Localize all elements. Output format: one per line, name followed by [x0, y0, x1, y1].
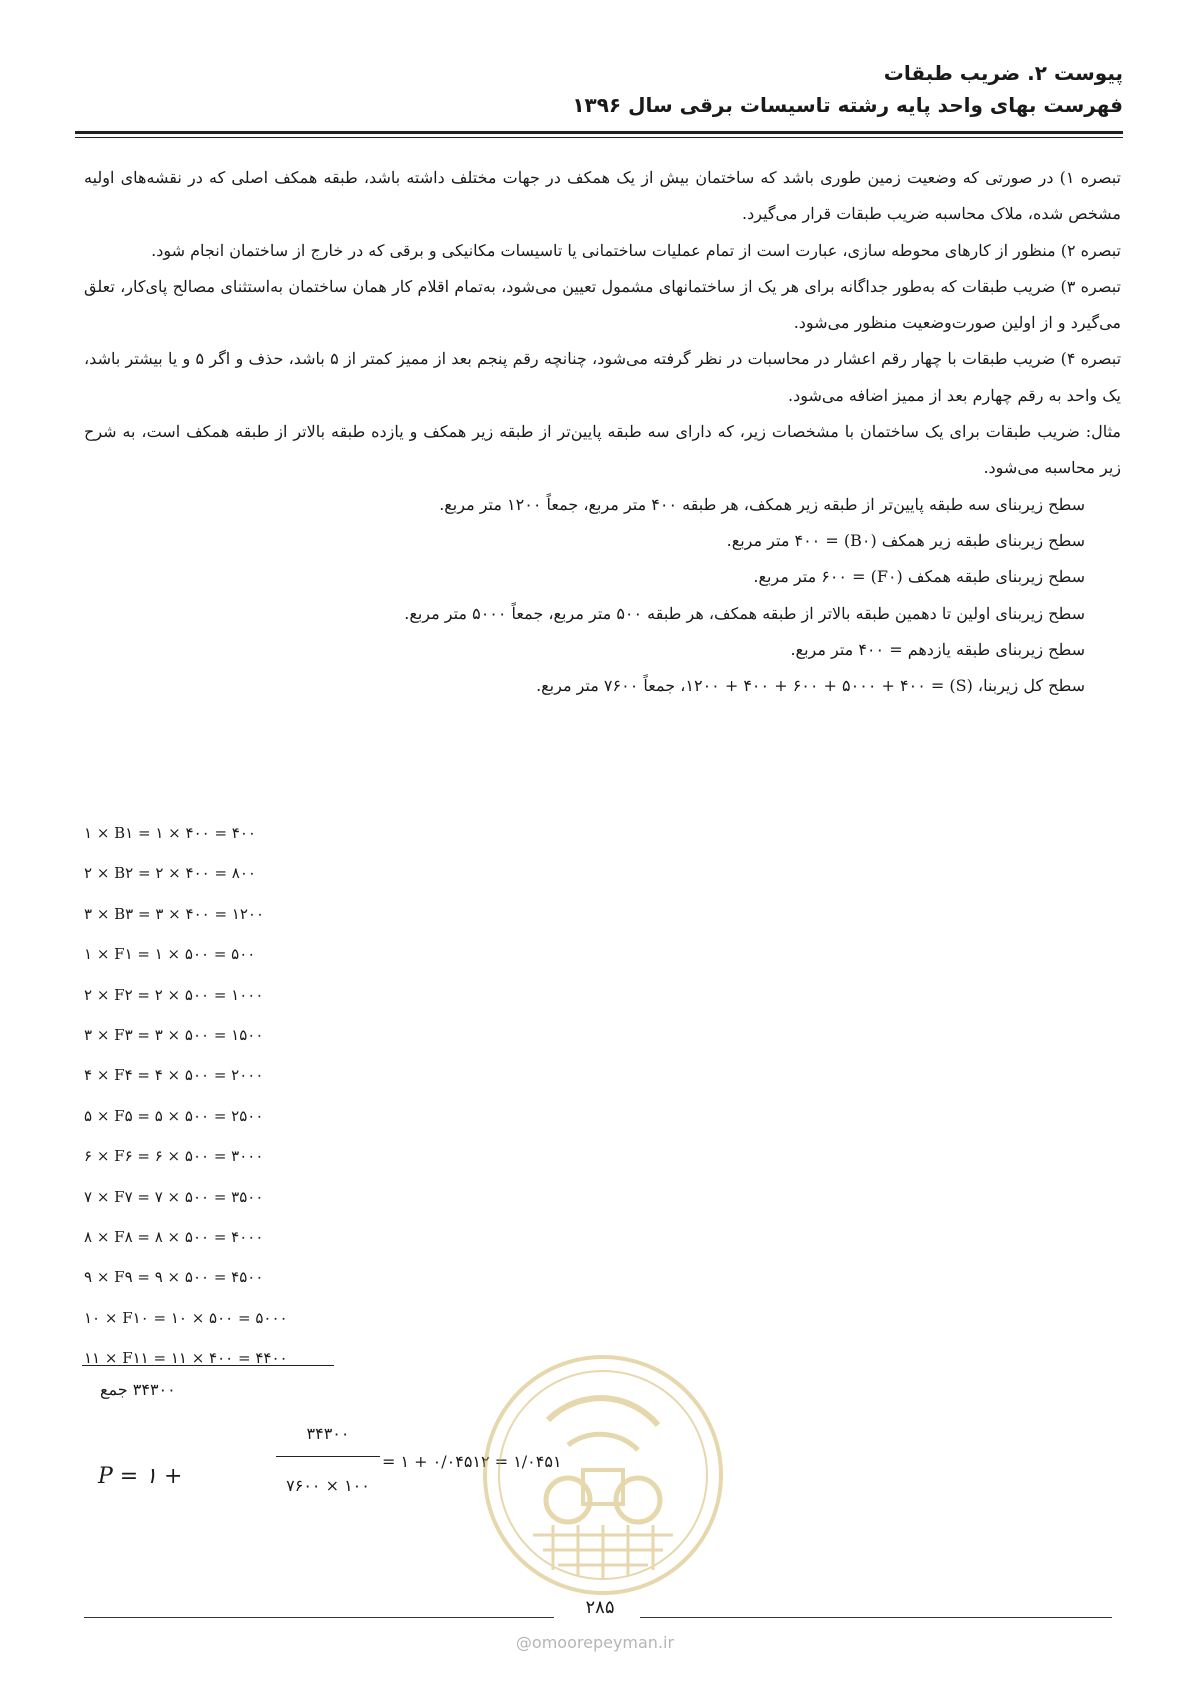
calc-row: ۱ × B۱ = ۱ × ۴۰۰ = ۴۰۰ [84, 824, 256, 842]
sum-divider [82, 1365, 334, 1366]
calc-row: ۹ × F۹ = ۹ × ۵۰۰ = ۴۵۰۰ [84, 1268, 264, 1287]
footer-rule-right [640, 1617, 1112, 1618]
formula-denominator: ۷۶۰۰ × ۱۰۰ [286, 1476, 370, 1495]
formula-result: = ۱ + ۰/۰۴۵۱۲ = ۱/۰۴۵۱ [382, 1452, 562, 1471]
header-rule-thin [75, 137, 1123, 138]
area-line: سطح زیربنای طبقه همکف (F۰) = ۶۰۰ متر مربع. [753, 567, 1085, 587]
header-rule-thick [75, 131, 1123, 134]
calc-row: ۱۰ × F۱۰ = ۱۰ × ۵۰۰ = ۵۰۰۰ [84, 1308, 288, 1327]
header-title: پیوست ۲. ضریب طبقات [883, 61, 1123, 85]
note-1: تبصره ۱) در صورتی که وضعیت زمین طوری باشد که ساختمان بیش از یک همکف در جهات مختلف داشته باشد، طبقه همکف اصلی که در نقشه‌های اولیه مشخص شده، ملاک محاسبه ضریب طبقات قرار می‌گیرد. [84, 168, 1122, 224]
calc-row: ۲ × B۲ = ۲ × ۴۰۰ = ۸۰۰ [84, 864, 256, 883]
area-line: سطح زیربنای سه طبقه پایین‌تر از طبقه زیر همکف، هر طبقه ۴۰۰ متر مربع، جمعاً ۱۲۰۰ متر مربع. [439, 494, 1085, 514]
calc-row: ۳ × B۳ = ۳ × ۴۰۰ = ۱۲۰۰ [84, 904, 265, 923]
site-watermark: @omoorepeyman.ir [515, 1633, 675, 1652]
fraction-bar [276, 1456, 380, 1457]
note-3: تبصره ۳) ضریب طبقات که به‌طور جداگانه برای هر یک از ساختمانهای مشمول تعیین می‌شود، به‌تمام اقلام کار همان ساختمان به‌استثنای مصالح پای‌کار، تعلق می‌گیرد و از اولین صورت‌وضعیت منظور می‌شود. [84, 276, 1121, 333]
area-line: سطح زیربنای طبقه یازدهم = ۴۰۰ متر مربع. [790, 639, 1085, 659]
formula-numerator: ۳۴۳۰۰ [306, 1424, 350, 1443]
page-header [572, 58, 1123, 122]
body-text [84, 160, 1121, 704]
publisher-seal-watermark [478, 1350, 728, 1600]
calc-row: ۶ × F۶ = ۶ × ۵۰۰ = ۳۰۰۰ [84, 1147, 264, 1166]
calc-row: ۱۱ × F۱۱ = ۱۱ × ۴۰۰ = ۴۴۰۰ [84, 1349, 288, 1368]
area-line: سطح زیربنای طبقه زیر همکف (B۰) = ۴۰۰ متر مربع. [726, 530, 1085, 550]
calc-row: ۸ × F۸ = ۸ × ۵۰۰ = ۴۰۰۰ [84, 1227, 264, 1246]
area-total-line: سطح کل زیربنا، (S) = ۱۲۰۰ + ۴۰۰ + ۶۰۰ + ۵۰۰۰ + ۴۰۰، جمعاً ۷۶۰۰ متر مربع. [536, 676, 1085, 696]
calc-row: ۴ × F۴ = ۴ × ۵۰۰ = ۲۰۰۰ [84, 1066, 264, 1085]
header-subtitle: فهرست بهای واحد پایه رشته تاسیسات برقی سال ۱۳۹۶ [572, 93, 1123, 117]
area-line: سطح زیربنای اولین تا دهمین طبقه بالاتر از طبقه همکف، هر طبقه ۵۰۰ متر مربع، جمعاً ۵۰۰۰ متر مربع. [404, 603, 1085, 623]
footer-rule-left [84, 1617, 554, 1618]
calc-row: ۲ × F۲ = ۲ × ۵۰۰ = ۱۰۰۰ [84, 985, 264, 1004]
note-2: تبصره ۲) منظور از کارهای محوطه سازی، عبارت است از تمام عملیات ساختمانی یا تاسیسات مکانیکی و برقی که در خارج از ساختمان انجام شود. [151, 240, 1121, 260]
calc-row: ۵ × F۵ = ۵ × ۵۰۰ = ۲۵۰۰ [84, 1106, 264, 1125]
floor-calculation-list [84, 813, 364, 1378]
example-intro: مثال: ضریب طبقات برای یک ساختمان با مشخصات زیر، که دارای سه طبقه پایین‌تر از طبقه زیر همکف و یازده طبقه بالاتر از طبقه همکف است، به شرح زیر محاسبه می‌شود. [84, 422, 1122, 478]
calc-row: ۷ × F۷ = ۷ × ۵۰۰ = ۳۵۰۰ [84, 1187, 264, 1206]
page-number: ۲۸۵ [585, 1597, 615, 1618]
calc-row: ۱ × F۱ = ۱ × ۵۰۰ = ۵۰۰ [84, 945, 256, 964]
sum-total: ۳۴۳۰۰ جمع [100, 1380, 176, 1399]
formula-lhs: P = ۱ + [98, 1464, 183, 1489]
calc-row: ۳ × F۳ = ۳ × ۵۰۰ = ۱۵۰۰ [84, 1025, 264, 1044]
note-4: تبصره ۴) ضریب طبقات با چهار رقم اعشار در محاسبات در نظر گرفته می‌شود، چنانچه رقم پنجم بعد از ممیز کمتر از ۵ باشد، حذف و اگر ۵ و یا بیشتر باشد، یک واحد به رقم چهارم بعد از ممیز اضافه می‌شود. [84, 349, 1122, 405]
